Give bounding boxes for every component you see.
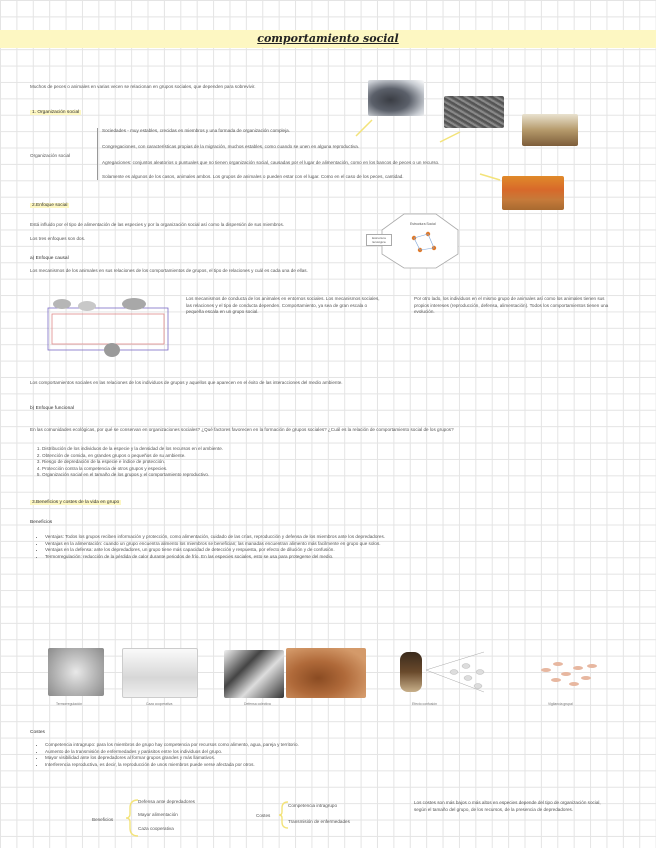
causal-heading: a) Enfoque causal — [30, 256, 69, 261]
functional-item: 5. Organización social en el tamaño de los grupos y el comportamiento reproductivo. — [42, 472, 562, 479]
causal-right-text: Por otro lado, los individuos en el mismo grupo de animales así como los animales tienen sus propios intereses (reproducción, defensa, alimentación). Todos los comportamientos tienen una evolución. — [414, 296, 609, 315]
org-item-1: Sociedades - muy estables, crecidas en miembros y una formada de organización compleja. — [102, 128, 290, 133]
functional-item: 4. Protección contra la competencia de otros grupos y especies. — [42, 466, 562, 473]
flock-diagram — [424, 646, 500, 702]
wolf-interaction-diagram — [42, 294, 178, 360]
caption-4: Efecto confusión — [412, 702, 438, 706]
org-connector-lines — [350, 108, 530, 188]
caption-5: Vigilancia grupal — [548, 702, 573, 706]
page-title: comportamiento social — [257, 32, 399, 45]
caption-1: Termorregulación — [56, 702, 83, 706]
benefit-item: • Termorregulación: reducción de la pérdida de calor durante periodos de frío. En las especies sociales, esto se usa para protegerse del medio. — [45, 554, 635, 561]
costs-list — [36, 742, 635, 768]
org-item-2: Congregaciones, con características propias de la migración, muchos estables, como cuando se unen en alguna reproductiva. — [102, 144, 360, 149]
cost-item: • Mayor visibilidad ante los depredadores al formar grupos grandes y más llamativos. — [45, 755, 635, 762]
org-bracket — [97, 128, 98, 180]
benefit-item: • Ventajas en la alimentación: cuando un grupo encuentra alimento los miembros se benefician; las manadas encuentran alimento más facilmente en grupo que solos. — [45, 541, 635, 548]
beneficio-2: Mayor alimentación — [138, 812, 178, 817]
bottom-costes-label: Costes — [256, 813, 271, 818]
coste-1: Competencia intragrupo — [288, 803, 338, 808]
benefits-costs-heading: 3.Beneficios y costes de la vida en grupo — [32, 500, 120, 505]
meerkat-photo — [400, 652, 422, 692]
sketch-photo — [122, 648, 198, 698]
cost-item: • Interferencia reproductiva, es decir, la reproducción de unos miembros puede verse afectada por otros. — [45, 762, 635, 769]
functional-question: En las comunidades ecológicas, por qué se conservan en organizaciones sociales? ¿Qué factores favorecen en la formación de grupos sociales? ¿Cuál es la relación de comportamiento social de los grupos? — [30, 427, 454, 432]
summary-text: Los comportamientos sociales en las relaciones de los individuos de grupos y aquellos que aparecen en el éxito de las interacciones del medio ambiente. — [30, 380, 343, 385]
functional-item: 3. Riesgo de depredación de la especie e índice de protección. — [42, 459, 562, 466]
penguins-photo — [48, 648, 104, 696]
caption-2: Caza cooperativa — [146, 702, 173, 706]
diagram-title: Estructura Social — [410, 222, 436, 226]
caption-3: Defensa colectiva — [244, 702, 271, 706]
lions-photo — [286, 648, 366, 698]
functional-item: 1. Distribución de los individuos de la especie y la densidad de los recursos en el ambiente. — [42, 446, 562, 453]
coste-2: Transmisión de enfermedades — [288, 819, 350, 824]
bottom-beneficios-label: Beneficios — [92, 817, 114, 822]
functional-item: 2. Obtención de comida, en grandes grupos o pequeños de su ambiente. — [42, 453, 562, 460]
beneficio-3: Caza cooperativa — [138, 826, 174, 831]
diagram-box: Estructura Ecológica — [366, 234, 392, 246]
fish-swarm-diagram — [536, 650, 602, 696]
benefits-subheading: Beneficios — [30, 520, 53, 525]
eco-paragraph-2: Los tres enfoques son dos. — [30, 236, 86, 241]
section-eco-heading: 2.Enfoque social — [32, 203, 68, 208]
section-org-heading: 1. Organización social — [32, 110, 80, 115]
herd-photo — [522, 114, 578, 146]
benefits-list — [36, 534, 635, 560]
org-label: Organización social — [30, 153, 71, 158]
social-structure-diagram — [380, 212, 460, 270]
wolves-snow-photo — [224, 650, 284, 698]
beneficio-1: Defensa ante depredadores — [138, 799, 195, 804]
functional-list — [30, 446, 562, 479]
benefit-item: • Ventajas en la defensa: ante los depredadores, un grupo tiene más capacidad de detección y respuesta, por efecto de dilución y de confusión. — [45, 547, 635, 554]
org-item-3: Agregaciones: conjuntos aleatorios o puntuales que no tienen organización social, causadas por el lugar de alimentación, como en los bancos de peces o un recurso. — [102, 160, 440, 165]
intro-text: Muchos de peces o animales en varias vecen se relacionan en grupos sociales, que dependen para sobrevivir. — [30, 84, 256, 89]
org-note: Solamente es algunos de los casos, animales ambos. Los grupos de animales o pueden estar con el lugar. Como en el caso de los peces, cantidad. — [102, 174, 404, 179]
benefit-item: • Ventajas: Todos los grupos reciben información y protección, como alimentación, cuidado de las crías, reproducción y defensa de los miembros ante los depredadores. — [45, 534, 635, 541]
causal-middle-text: Los mecanismos de conducta de los animales en entornos sociales. Los mecanismos sociales, las relaciones y el tipo de conducta dependen. Comportamiento, ya sea de gran escala o pequeña escala en un grupo social. — [186, 296, 380, 315]
cost-item: • Competencia intragrupo: para los miembros de grupo hay competencia por recursos como alimento, agua, pareja y territorio. — [45, 742, 635, 749]
functional-heading: b) Enfoque funcional — [30, 406, 75, 411]
causal-paragraph: Los mecanismos de los animales en sus relaciones de los comportamientos de grupos, el tipo de relaciones y cuál es cada una de ellas. — [30, 268, 308, 273]
bottom-conclusion: Los costes son más bajos o más altos en especies depende del tipo de organización social, según el tamaño del grupo, de los recursos, de la presencia de depredadores. — [414, 800, 601, 812]
cost-item: • Aumento de la transmisión de enfermedades y parásitos entre los individuos del grupo. — [45, 749, 635, 756]
costs-heading: Costes — [30, 730, 45, 735]
eco-paragraph-1: Está influido por el tipo de alimentación de las especies y por la organización social así como la dispersión de sus miembros. — [30, 222, 285, 227]
